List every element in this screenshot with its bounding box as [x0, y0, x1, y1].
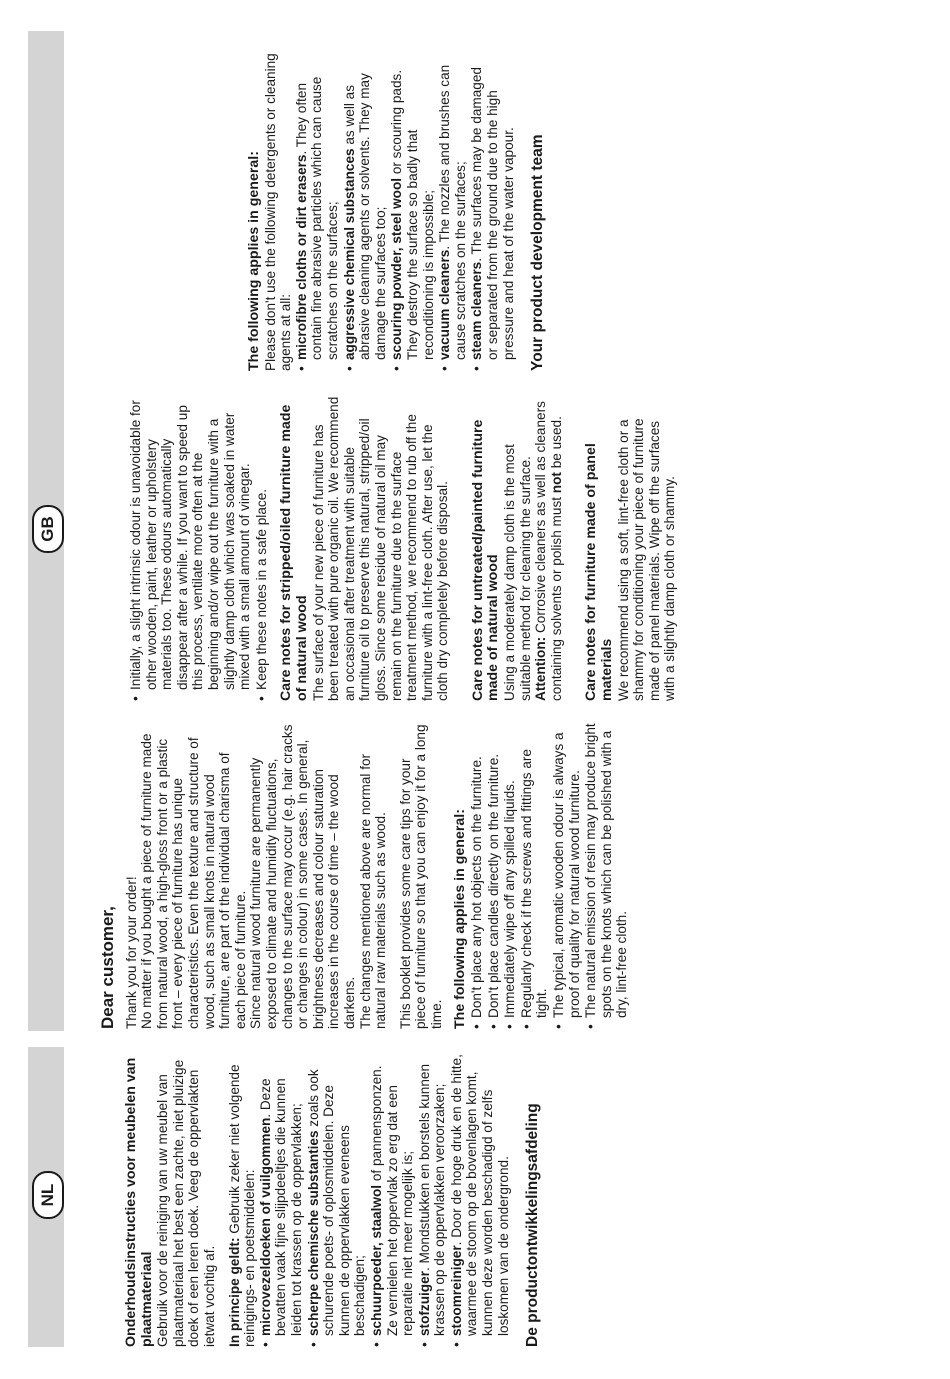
nl-bullet-list: [258, 1049, 512, 1347]
gb-avoid-text: Please don't use the following detergents or cleaning agents at all:: [262, 53, 294, 371]
list-item: [389, 53, 436, 371]
gb-oiled-text: The surface of your new piece of furniture has been treated with pure organic oil. We recommend an occasional after treatment with suitable furniture oil to preserve this natural, stripped/oil gloss. Since some residue of natural oil may remain on the furniture due to the surface treatment method, we recommend to rub off the furniture with a lint-free cloth. After use, let the cloth dry completely before disposal.: [310, 396, 451, 701]
list-item: [294, 53, 341, 371]
bullet-bold: microvezeldoeken of vuilgommen: [257, 1117, 273, 1336]
gb-column-3: [128, 53, 546, 371]
gb-column-2: [128, 396, 687, 701]
list-item: • Don't place candles directly on the furniture.: [486, 723, 502, 1029]
bullet-text: zoals ook schurende poets- of oplosmiddelen. Deze kunnen de oppervlakken eveneens beschadigen;: [305, 1069, 368, 1336]
list-item: [306, 1049, 368, 1347]
gb-thanks: Thank you for your order!: [123, 876, 139, 1029]
gb-general-list: [469, 723, 630, 1029]
bullet-text: or scouring pads. They destroy the surface so badly that reconditioning is impossible;: [389, 69, 436, 360]
bullet-text: . Deze bevatten vaak fijne slijpdeeltjes die kunnen leiden tot krassen op de oppervlakken;: [257, 1078, 304, 1336]
gb-avoid-list: [294, 53, 516, 371]
gb-avoid-title: The following applies in general:: [246, 151, 262, 371]
bullet-text: . The nozzles and brushes can cause scratches on the surfaces;: [437, 64, 468, 360]
list-item: • Don't place any hot objects on the furniture.: [469, 723, 485, 1029]
bullet-bold: scouring powder, steel wool: [389, 177, 405, 360]
gb-attention-end: be used.: [548, 416, 564, 473]
nl-general-paragraph: [227, 1049, 258, 1347]
bullet-bold: scherpe chemische substanties: [305, 1130, 321, 1336]
gb-column-1: [100, 723, 638, 1029]
list-item: • Keep these notes in a safe place.: [254, 396, 270, 701]
list-item: • Immediately wipe off any spilled liquids.: [502, 723, 518, 1029]
gb-language-badge: GB: [32, 505, 64, 553]
gb-paragraph-4: This booklet provides some care tips for your piece of furniture so that you can enjoy it for a long time.: [397, 724, 444, 1029]
nl-general-text: Gebruik zeker niet volgende reinigings- en poetsmiddelen:: [226, 1064, 258, 1347]
bullet-bold: microfibre cloths or dirt erasers: [293, 154, 309, 360]
bullet-bold: schuurpoeder, staalwol: [368, 1184, 384, 1336]
list-item: [258, 1049, 305, 1347]
nl-column: [124, 1049, 541, 1347]
nl-title: Onderhoudsinstructies voor meubelen van plaatmateriaal: [123, 1057, 155, 1347]
bullet-bold: vacuum cleaners: [437, 249, 453, 360]
list-item: [469, 53, 516, 371]
bullet-bold: steam cleaners: [469, 261, 485, 360]
nl-language-badge: NL: [32, 1171, 64, 1219]
nl-intro: Gebruik voor de reiniging van uw meubel van plaatmateriaal het best een zachte, niet pluizige doek of een leren doek. Veeg de oppervlakten ietwat vochtig af.: [155, 1059, 217, 1347]
gb-painted-title: Care notes for untreated/painted furniture made of natural wood: [469, 419, 502, 701]
gb-panel-text: We recommend using a soft, lint-free cloth or a shammy for conditioning your piece of furniture made of panel materials. Wipe off the surfaces with a slightly damp cloth or shammy.: [615, 418, 678, 701]
gb-paragraph-2: Since natural wood furniture are permanently exposed to climate and humidity fluctuations, changes to the surface may occur (e.g. hair cracks or changes in colour) in some cases. In general, brightness decreases and colour saturation increases in the course of time – the wood darkens.: [248, 724, 357, 1029]
list-item: [342, 53, 389, 371]
bullet-text: . Mondstukken en borstels kunnen krassen op de oppervlakken veroorzaken;: [416, 1063, 448, 1336]
gb-general-list-continued: [128, 396, 269, 701]
list-item: [369, 1049, 416, 1347]
gb-greeting: Dear customer,: [98, 906, 117, 1029]
gb-painted-text: Using a moderately damp cloth is the most suitable method for cleaning the surface.: [502, 444, 533, 701]
bullet-text: of pannensponzen. Ze vernielen het oppervlak zo erg dat een reparatie niet meer mogelijk is;: [368, 1065, 416, 1336]
gb-general-title: The following applies in general:: [452, 809, 469, 1029]
gb-signature: Your product development team: [529, 134, 547, 371]
gb-panel-title: Care notes for furniture made of panel materials: [583, 443, 616, 701]
gb-attention-lead: Attention:: [533, 636, 549, 701]
list-item: • The natural emission of resin may produce bright spots on the knots which can be polished with a dry, lint-free cloth.: [583, 723, 630, 1029]
nl-general-lead: In principe geldt:: [226, 1237, 242, 1347]
gb-attention: [533, 396, 564, 701]
list-item: • Initially, a slight intrinsic odour is unavoidable for other wooden, paint, leather or upholstery materials too. These odours automatically disappear after a while. If you want to speed up this process, ventilate more often at the beginning and/or wipe out the furniture with a slightly damp cloth which was soaked in water mixed with a small amount of vinegar.: [128, 396, 253, 701]
gb-attention-not: not: [548, 472, 564, 494]
nl-signature: De productontwikkelingsafdeling: [524, 1103, 542, 1347]
gb-attention-text: Corrosive cleaners as well as cleaners containing solvents or polish must: [533, 401, 564, 701]
list-item: • Regularly check if the screws and fittings are tight.: [519, 723, 550, 1029]
list-item: [417, 1049, 448, 1347]
gb-paragraph-3: The changes mentioned above are normal for natural raw materials such as wood.: [357, 753, 389, 1029]
bullet-text: . The surfaces may be damaged or separated from the ground due to the high pressure and heat of the water vapour.: [469, 67, 516, 360]
gb-paragraph-1: No matter if you bought a piece of furniture made from natural wood, a high-gloss front or a plastic front – every piece of furniture has unique characteristics. Even the texture and structure of wood, such as small knots in natural wood furniture, are part of the individual charisma of each piece of furniture.: [139, 733, 248, 1029]
bullet-bold: stofzuiger: [416, 1271, 432, 1336]
list-item: [449, 1049, 511, 1347]
bullet-bold: aggressive chemical substances: [341, 148, 357, 360]
bullet-text: as well as abrasive cleaning agents or solvents. They may damage the surfaces too;: [341, 73, 388, 360]
bullet-text: . They often contain fine abrasive particles which can cause scratches on the surfaces;: [293, 76, 340, 360]
list-item: [437, 53, 468, 371]
list-item: • The typical, aromatic wooden odour is always a proof of quality for natural wood furniture.: [551, 723, 582, 1029]
bullet-text: . Door de hoge druk en de hitte, waarmee de stoom op de bovenlagen komt, kunnen deze worden beschadigd of zelfs loskomen van de ondergrond.: [448, 1054, 511, 1336]
bullet-bold: stoomreiniger: [448, 1245, 464, 1336]
gb-oiled-title: Care notes for stripped/oiled furniture made of natural wood: [278, 404, 310, 701]
